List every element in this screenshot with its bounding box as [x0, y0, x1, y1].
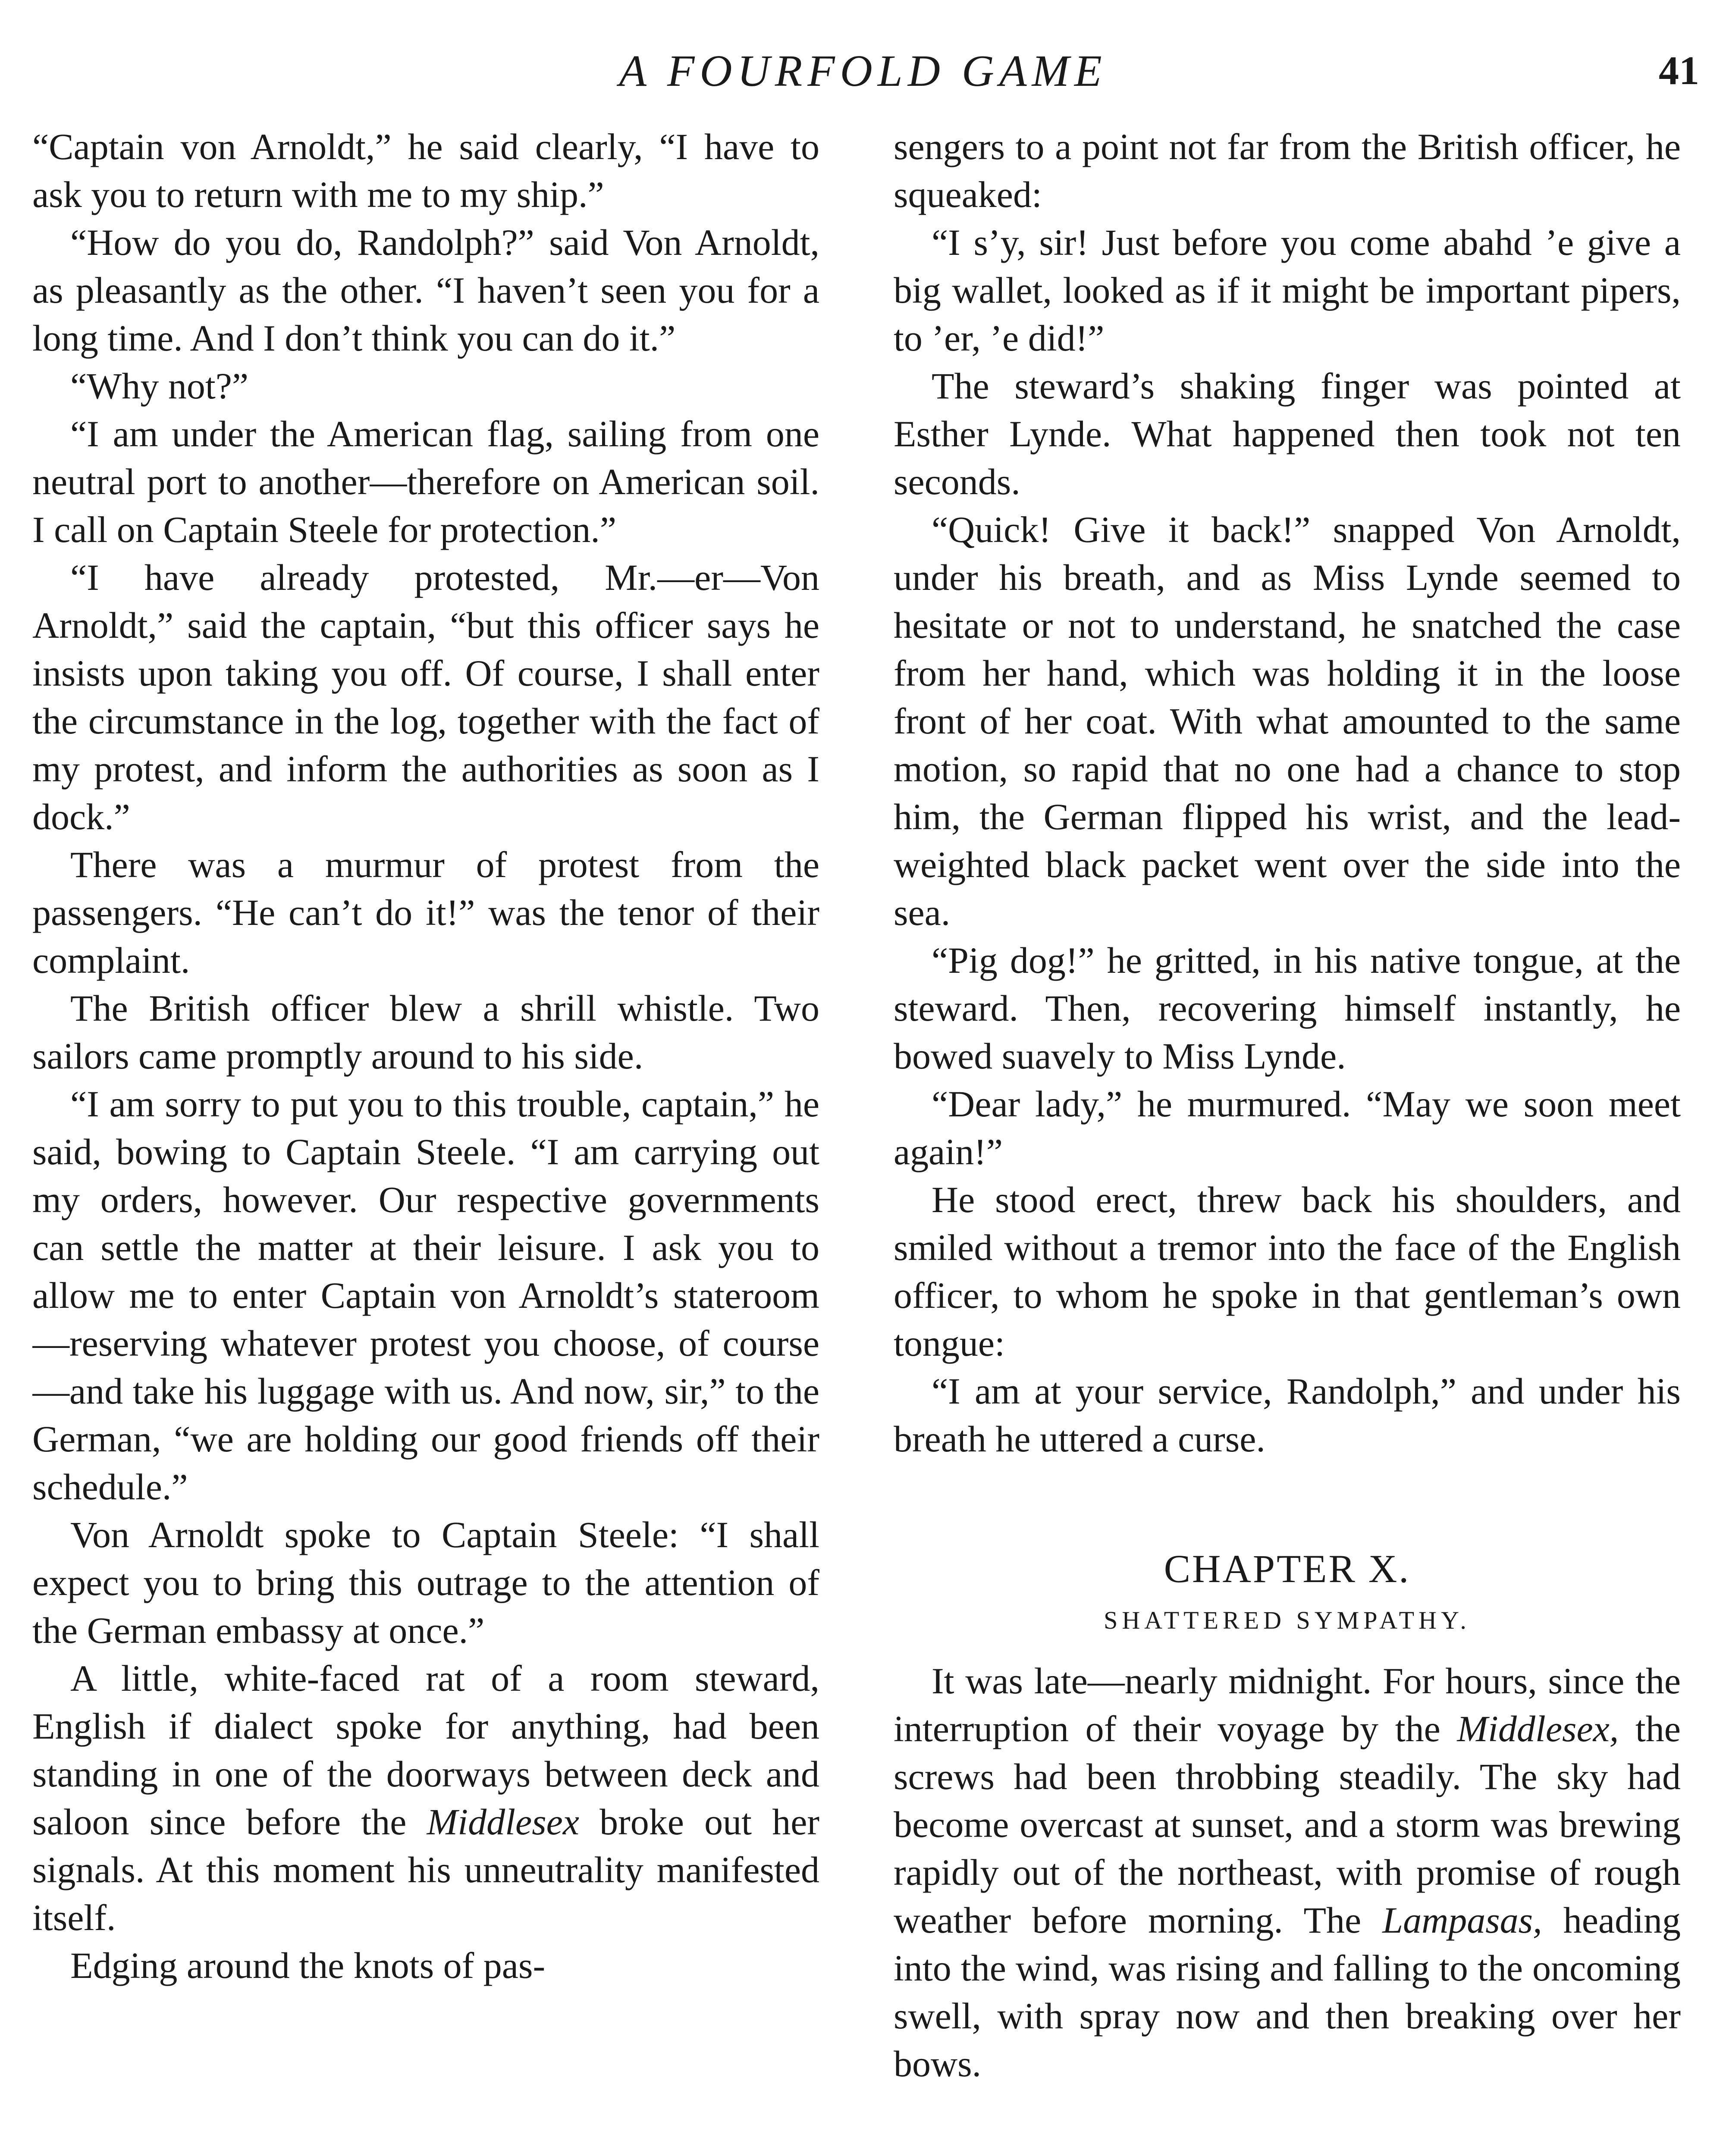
running-title: A FOURFOLD GAME [619, 46, 1107, 96]
right-text-column [894, 123, 1681, 2156]
page-number: 41 [1659, 48, 1699, 93]
paragraph: He stood erect, threw back his shoulders, and smiled without a tremor into the face of the English officer, to whom he spoke in that gentleman’s own tongue: [894, 1179, 1681, 1364]
chapter-opening-paragraph [894, 1657, 1681, 2088]
chapter-text-part: the screws had been throbbing steadily. The sky had become overcast at sunset, and a storm was brewing rapidly out of the northeast, with promise of rough weather before morning. The [894, 1708, 1681, 1941]
chapter-subtitle: SHATTERED SYMPATHY. [1104, 1606, 1471, 1634]
paragraph: “Dear lady,” he murmured. “May we soon meet again!” [894, 1083, 1681, 1172]
paragraph: “Quick! Give it back!” snapped Von Arnoldt, under his breath, and as Miss Lynde seemed to hesitate or not to understand, he snatched the case from her hand, which was holding it in the loose front of her coat. With what amounted to the same motion, so rapid that no one had a chance to stop him, the German flipped his wrist, and the lead-weighted black packet went over the side into the sea. [894, 509, 1681, 933]
paragraph: Von Arnoldt spoke to Captain Steele: “I shall expect you to bring this outrage to the attention of the German embassy at once.” [32, 1514, 819, 1651]
paragraph: “I am under the American flag, sailing from one neutral port to another—therefore on American soil. I call on Captain Steele for protection.” [32, 413, 819, 550]
paragraph: “I am sorry to put you to this trouble, captain,” he said, bowing to Captain Steele. “I am carrying out my orders, however. Our respective governments can settle the matter at their leisure. I ask you to allow me to enter Captain von Arnoldt’s stateroom—reserving whatever protest you choose, of course—and take his luggage with us. And now, sir,” to the German, “we are holding our good friends off their schedule.” [32, 1083, 819, 1507]
chapter-text-part: It was late—nearly midnight. For hours, since the interruption of their voyage by the [894, 1660, 1681, 1749]
paragraph: The British officer blew a shrill whistle. Two sailors came promptly around to his side. [32, 987, 819, 1077]
paragraph-text: broke out her signals. At this moment his unneutrality manifested itself. [32, 1801, 819, 1938]
paragraph-text: A little, white-faced rat of a room steward, English if dialect spoke for anything, had been standing in one of the doorways between deck and saloon since before the [32, 1658, 819, 1843]
left-text-column [32, 123, 819, 2156]
chapter-title: CHAPTER X. [1164, 1547, 1411, 1591]
ship-name-italic: Lampasas, [1382, 1899, 1542, 1941]
paragraph: “Why not?” [70, 365, 249, 407]
paragraph: “I have already protested, Mr.—er—Von Arnoldt,” said the captain, “but this officer says he insists upon taking you off. Of course, I shall enter the circumstance in the log, together with the fact of my protest, and inform the authorities as soon as I dock.” [32, 557, 819, 837]
paragraph: sengers to a point not far from the British officer, he squeaked: [894, 126, 1681, 215]
paragraph: “Pig dog!” he gritted, in his native tongue, at the steward. Then, recovering himself instantly, he bowed suavely to Miss Lynde. [894, 940, 1681, 1077]
paragraph: “How do you do, Randolph?” said Von Arnoldt, as pleasantly as the other. “I haven’t seen you for a long time. And I don’t think you can do it.” [32, 222, 819, 359]
paragraph: “Captain von Arnoldt,” he said clearly, “I have to ask you to return with me to my ship.” [32, 126, 819, 215]
paragraph: “I s’y, sir! Just before you come abahd ’e give a big wallet, looked as if it might be important pipers, to ’er, ’e did!” [894, 222, 1681, 359]
ship-name-italic: Middlesex, [1457, 1708, 1619, 1749]
paragraph [32, 1655, 819, 1942]
paragraph: Edging around the knots of pas- [70, 1945, 546, 1986]
paragraph: The steward’s shaking finger was pointed at Esther Lynde. What happened then took not ten seconds. [894, 365, 1681, 502]
paragraph: “I am at your service, Randolph,” and under his breath he uttered a curse. [894, 1370, 1681, 1460]
paragraph: There was a murmur of protest from the passengers. “He can’t do it!” was the tenor of their complaint. [32, 844, 819, 981]
right-column-paragraphs [894, 123, 1681, 1463]
ship-name-italic: Middlesex [427, 1801, 579, 1843]
chapter-text-part: heading into the wind, was rising and falling to the oncoming swell, with spray now and then breaking over her bows. [894, 1899, 1681, 2084]
